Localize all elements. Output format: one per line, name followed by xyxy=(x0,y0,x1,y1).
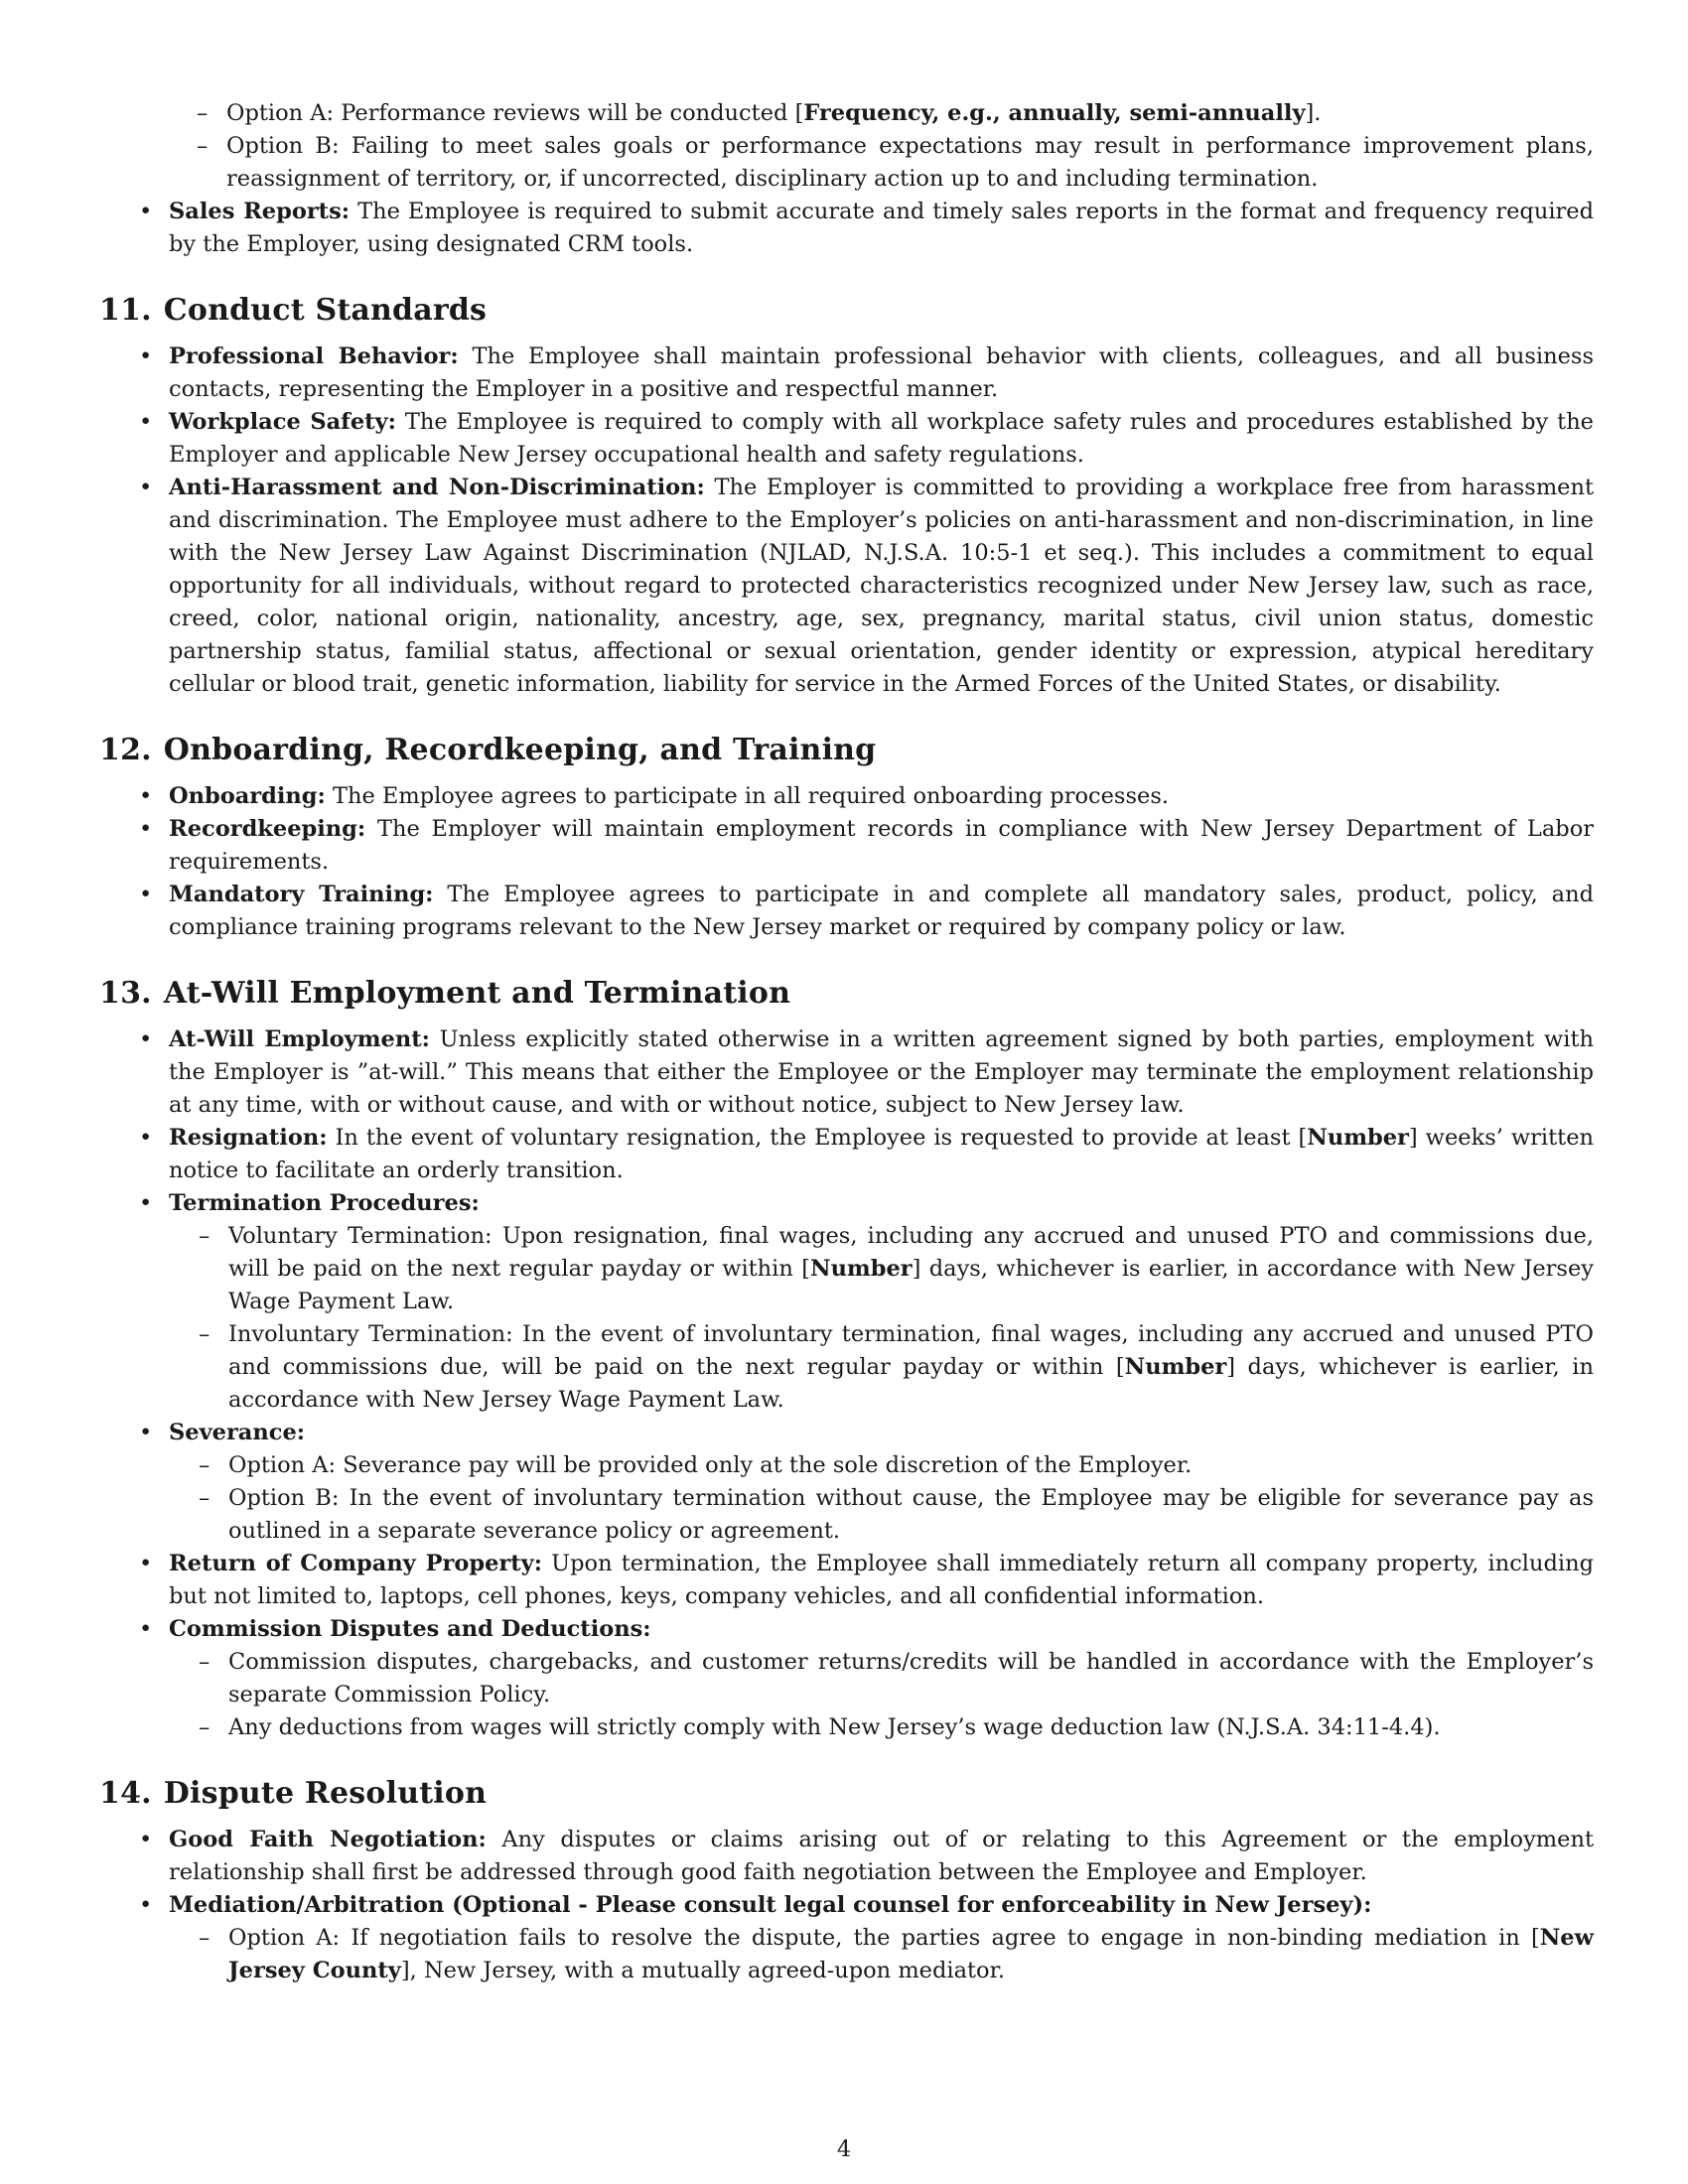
list-item: – Commission disputes, chargebacks, and customer returns/credits will be handled in accordance with the Employer’s separate Commission Policy. xyxy=(169,1646,1594,1711)
severance-options-list xyxy=(169,1449,1594,1548)
sales-reports-list xyxy=(99,196,1594,261)
termination-list xyxy=(99,1024,1594,1744)
list-item: • Resignation: In the event of voluntary resignation, the Employee is requested to provide at least [Number] weeks’ written notice to facilitate an orderly transition. xyxy=(99,1122,1594,1187)
list-item: – Option B: In the event of involuntary termination without cause, the Employee may be eligible for severance pay as outlined in a separate severance policy or agreement. xyxy=(169,1482,1594,1548)
list-item: – Voluntary Termination: Upon resignation, final wages, including any accrued and unused PTO and commissions due, will be paid on the next regular payday or within [Number] days, whichever is earlier, in accordance with New Jersey Wage Payment Law. xyxy=(169,1220,1594,1318)
list-item: • Mediation/Arbitration (Optional - Please consult legal counsel for enforceability in New Jersey): – Option A: If negotiation fails to resolve the dispute, the parties agree to engage in non-binding mediation in [New Jersey County], New Jersey, with a mutually agreed-upon mediator. xyxy=(99,1889,1594,1987)
commission-list xyxy=(169,1646,1594,1744)
document-page xyxy=(99,97,1594,1987)
list-item: • Termination Procedures: – Voluntary Termination: Upon resignation, final wages, including any accrued and unused PTO and commissions due, will be paid on the next regular payday or within [Number] days, whichever is earlier, in accordance with New Jersey Wage Payment Law. – Involuntary Termination: In the event of involuntary termination, final wages, including any accrued and unused PTO and commissions due, will be paid on the next regular payday or within [Number] days, whichever is earlier, in accordance with New Jersey Wage Payment Law. xyxy=(99,1187,1594,1417)
list-item: • Workplace Safety: The Employee is required to comply with all workplace safety rules and procedures established by the Employer and applicable New Jersey occupational health and safety regulations. xyxy=(99,406,1594,472)
list-item: • Severance: – Option A: Severance pay will be provided only at the sole discretion of the Employer. – Option B: In the event of involuntary termination without cause, the Employee may be eligible for severance pay as outlined in a separate severance policy or agreement. xyxy=(99,1417,1594,1548)
list-item: – Option A: Severance pay will be provided only at the sole discretion of the Employer. xyxy=(169,1449,1594,1482)
conduct-standards-list xyxy=(99,341,1594,701)
list-item: • Anti-Harassment and Non-Discrimination: The Employer is committed to providing a workplace free from harassment and discrimination. The Employee must adhere to the Employer’s policies on anti-harassment and non-discrimination, in line with the New Jersey Law Against Discrimination (NJLAD, N.J.S.A. 10:5-1 et seq.). This includes a commitment to equal opportunity for all individuals, without regard to protected characteristics recognized under New Jersey law, such as race, creed, color, national origin, nationality, ancestry, age, sex, pregnancy, marital status, civil union status, domestic partnership status, familial status, affectional or sexual orientation, gender identity or expression, atypical hereditary cellular or blood trait, genetic information, liability for service in the Armed Forces of the United States, or disability. xyxy=(99,472,1594,701)
page-number: 4 xyxy=(836,2136,852,2162)
list-item: • Commission Disputes and Deductions: – Commission disputes, chargebacks, and customer returns/credits will be handled in accordance with the Employer’s separate Commission Policy. – Any deductions from wages will strictly comply with New Jersey’s wage deduction law (N.J.S.A. 34:11-4.4). xyxy=(99,1613,1594,1744)
onboarding-list xyxy=(99,780,1594,944)
termination-procedures-list xyxy=(169,1220,1594,1417)
list-item: • Sales Reports: The Employee is required to submit accurate and timely sales reports in the format and frequency required by the Employer, using designated CRM tools. xyxy=(99,196,1594,261)
list-item: • Return of Company Property: Upon termination, the Employee shall immediately return all company property, including but not limited to, laptops, cell phones, keys, company vehicles, and all confidential information. xyxy=(99,1548,1594,1613)
list-item: • Onboarding: The Employee agrees to participate in all required onboarding processes. xyxy=(99,780,1594,813)
list-item: – Option B: Failing to meet sales goals or performance expectations may result in performance improvement plans, reassignment of territory, or, if uncorrected, disciplinary action up to and including termination. xyxy=(99,130,1594,196)
list-item: • Mandatory Training: The Employee agrees to participate in and complete all mandatory sales, product, policy, and compliance training programs relevant to the New Jersey market or required by company policy or law. xyxy=(99,879,1594,944)
section-heading-14: 14. Dispute Resolution xyxy=(99,1776,488,1811)
mediation-options-list xyxy=(169,1922,1594,1987)
section-heading-12: 12. Onboarding, Recordkeeping, and Training xyxy=(99,733,877,767)
list-item: • Recordkeeping: The Employer will maintain employment records in compliance with New Jersey Department of Labor requirements. xyxy=(99,813,1594,879)
list-item: – Any deductions from wages will strictly comply with New Jersey’s wage deduction law (N.J.S.A. 34:11-4.4). xyxy=(169,1711,1594,1744)
section-heading-11: 11. Conduct Standards xyxy=(99,293,488,328)
list-item: – Involuntary Termination: In the event of involuntary termination, final wages, including any accrued and unused PTO and commissions due, will be paid on the next regular payday or within [Number] days, whichever is earlier, in accordance with New Jersey Wage Payment Law. xyxy=(169,1318,1594,1417)
performance-options-list xyxy=(99,97,1594,196)
list-item: • Professional Behavior: The Employee shall maintain professional behavior with clients, colleagues, and all business contacts, representing the Employer in a positive and respectful manner. xyxy=(99,341,1594,406)
list-item: • At-Will Employment: Unless explicitly stated otherwise in a written agreement signed by both parties, employment with the Employer is ”at-will.” This means that either the Employee or the Employer may terminate the employment relationship at any time, with or without cause, and with or without notice, subject to New Jersey law. xyxy=(99,1024,1594,1122)
list-item: • Good Faith Negotiation: Any disputes or claims arising out of or relating to this Agreement or the employment relationship shall first be addressed through good faith negotiation between the Employee and Employer. xyxy=(99,1824,1594,1889)
list-item: – Option A: Performance reviews will be conducted [Frequency, e.g., annually, semi-annually]. xyxy=(99,97,1594,130)
section-heading-13: 13. At-Will Employment and Termination xyxy=(99,976,791,1011)
list-item: – Option A: If negotiation fails to resolve the dispute, the parties agree to engage in non-binding mediation in [New Jersey County], New Jersey, with a mutually agreed-upon mediator. xyxy=(169,1922,1594,1987)
dispute-resolution-list xyxy=(99,1824,1594,1987)
